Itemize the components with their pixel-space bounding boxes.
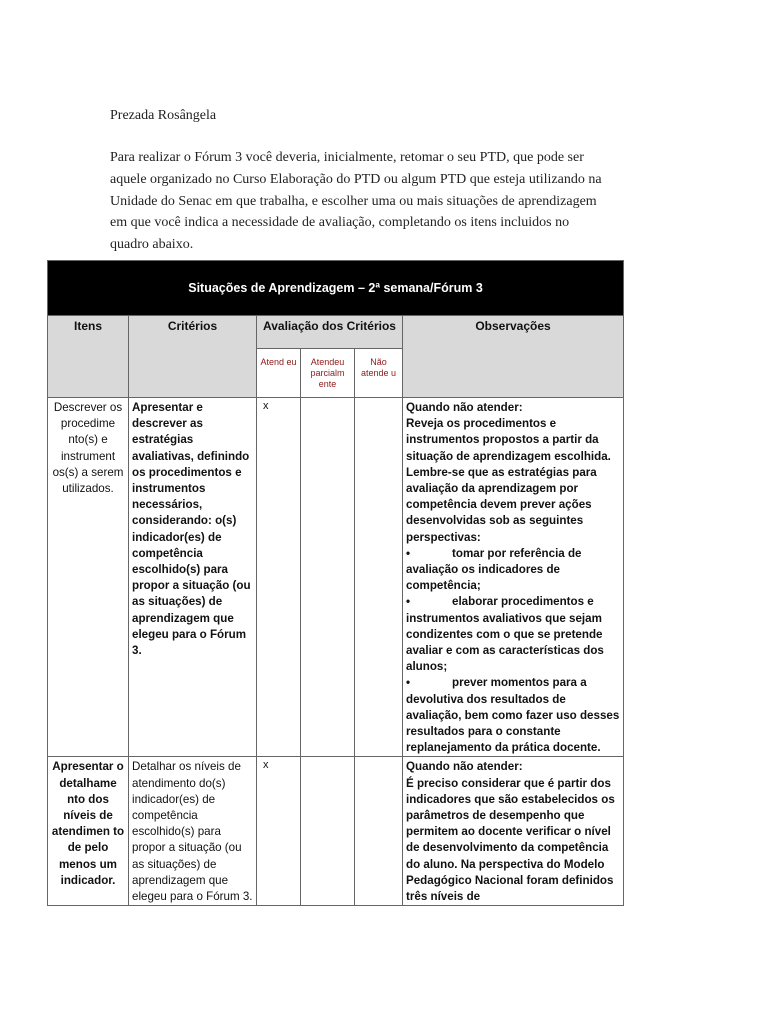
obs-bullet [406,675,620,756]
obs-bullet-text: prever momentos para a devolutiva dos resultados de avaliação, bem como fazer uso desses resultados para o constante replanejamento da prática docente. [406,676,620,755]
subheader-atendeu-parcialmente: Atendeu parcialm ente [301,349,355,398]
greeting: Prezada Rosângela [110,108,217,123]
subheader-nao-atendeu: Não atende u [355,349,403,398]
row-item: Apresentar o detalhame nto dos níveis de atendimen to de pelo menos um indicador. [48,757,129,906]
obs-bullet-text: elaborar procedimentos e instrumentos avaliativos que sejam condizentes com o que se pretende avaliar e com as características dos alunos; [406,595,604,674]
row-mark-parcial [301,398,355,757]
row-criterio: Apresentar e descrever as estratégias avaliativas, definindo os procedimentos e instrumentos necessários, considerando: o(s) indicador(es) de competência escolhido(s) para propor a situação (ou as situações) de aprendizagem que elegeu para o Fórum 3. [129,398,257,757]
row-mark-atendeu: x [257,398,301,757]
row-mark-parcial [301,757,355,906]
obs-lead: Quando não atender: [406,760,523,774]
assessment-table [47,260,624,906]
header-observacoes: Observações [403,316,624,398]
intro-line: Para realizar o Fórum 3 você deveria, inicialmente, retomar o seu PTD, que pode ser [110,150,584,165]
header-criterios: Critérios [129,316,257,398]
table-row [48,398,624,757]
row-observacao [403,398,624,757]
header-row [48,316,624,349]
obs-text: Reveja os procedimentos e instrumentos propostos a partir da situação de aprendizagem escolhida. Lembre-se que as estratégias para avaliação da aprendizagem por competência devem prever ações desenvolvidas sob as seguintes perspectivas: [406,417,611,544]
obs-bullet [406,546,620,595]
row-mark-nao [355,398,403,757]
table-row [48,757,624,906]
intro-paragraph [110,147,660,256]
intro-line: Unidade do Senac em que trabalha, e escolher uma ou mais situações de aprendizagem [110,193,597,209]
obs-text: É preciso considerar que é partir dos indicadores que são estabelecidos os parâmetros de desempenho que permitem ao docente verificar o nível de desenvolvimento da competência do aluno. Na perspectiva do Modelo Pedagógico Nacional foram definidos três níveis de [406,776,615,904]
obs-bullet-text: tomar por referência de avaliação os indicadores de competência; [406,546,582,593]
subheader-atendeu: Atend eu [257,349,301,398]
bullet-icon: • [406,595,411,609]
header-avaliacao: Avaliação dos Critérios [257,316,403,349]
intro-line: aquele organizado no Curso Elaboração do PTD ou algum PTD que esteja utilizando na [110,171,602,187]
intro-line: quadro abaixo. [110,237,194,253]
obs-lead: Quando não atender: [406,401,523,414]
intro-line: em que você indica a necessidade de avaliação, completando os itens incluidos no [110,215,570,231]
table-title-row [48,261,624,316]
bullet-icon: • [406,676,411,690]
obs-bullet [406,594,620,675]
table-title: Situações de Aprendizagem – 2ª semana/Fórum 3 [48,261,624,316]
row-observacao [403,757,624,906]
bullet-icon: • [406,546,411,560]
row-criterio: Detalhar os níveis de atendimento do(s) indicador(es) de competência escolhido(s) para propor a situação (ou as situações) de aprendizagem que elegeu para o Fórum 3. [129,757,257,906]
header-itens: Itens [48,316,129,398]
row-item: Descrever os procedime nto(s) e instrument os(s) a serem utilizados. [48,398,129,757]
row-mark-nao [355,757,403,906]
row-mark-atendeu: x [257,757,301,906]
